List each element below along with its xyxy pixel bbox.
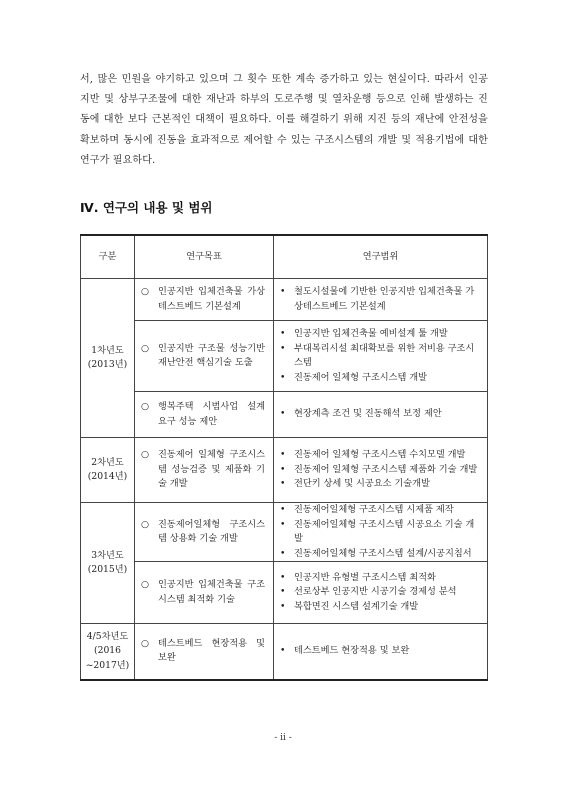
goal-cell: ○ 진동제어 일체형 구조시스 템 성능검증 및 제품화 기 술 개발 [135, 438, 274, 503]
goal-cell: ○ 테스트베드 현장적용 및 보완 [135, 624, 274, 680]
table-row [81, 321, 488, 392]
header-scope: 연구범위 [274, 235, 488, 279]
goal-cell: ○ 인공지반 구조물 성능기반 재난안전 핵심기술 도출 [135, 321, 274, 392]
table-row [81, 438, 488, 503]
goal-cell: ○ 행복주택 시범사업 설계 요구 성능 제안 [135, 392, 274, 438]
page-number: - ii - [274, 733, 292, 743]
intro-line: 동에 대한 보다 근본적인 대책이 필요하다. 이를 해결하기 위해 지진 등의 재난에 안전성을 [80, 114, 488, 126]
scope-cell: • 철도시설물에 기반한 인공지반 입체건축물 가 상테스트베드 기본설계 [274, 279, 488, 321]
intro-line: 연구가 필요하다. [80, 154, 156, 166]
scope-cell: • 진동제어일체형 구조시스템 시제품 제작 • 진동제어일체형 구조시스템 시공요소 기술 개발 • 진동제어일체형 구조시스템 설계/시공지침서 [274, 503, 488, 562]
table-header-row [81, 235, 488, 279]
intro-line: 확보하며 동시에 진동을 효과적으로 제어할 수 있는 구조시스템의 개발 및 적용기법에 대한 [80, 134, 488, 146]
year-cell: 4/5차년도 (2016 ~2017년) [81, 624, 135, 680]
year-cell: 2차년도 (2014년) [81, 438, 135, 503]
scope-cell: • 테스트베드 현장적용 및 보완 [274, 624, 488, 680]
intro-paragraph [80, 70, 488, 171]
scope-cell: • 인공지반 입체건축물 예비설계 툴 개발 • 부대복리시설 최대확보를 위한 저비용 구조시 스템 • 진동제어 일체형 구조시스템 개발 [274, 321, 488, 392]
table-row [81, 392, 488, 438]
table-row [81, 279, 488, 321]
year-cell: 3차년도 (2015년) [81, 503, 135, 624]
research-scope-table [80, 234, 488, 681]
section-heading: Ⅳ. 연구의 내용 및 범위 [80, 200, 213, 215]
scope-cell: • 현장계측 조건 및 진동해석 보정 제안 [274, 392, 488, 438]
year-cell: 1차년도 (2013년) [81, 279, 135, 438]
intro-line: 서, 많은 민원을 야기하고 있으며 그 횟수 또한 계속 증가하고 있는 현실이다. 따라서 인공 [80, 74, 488, 85]
table-row [81, 624, 488, 680]
goal-cell: ○ 인공지반 입체건축물 구조 시스템 최적화 기술 [135, 562, 274, 624]
header-category: 구분 [81, 235, 135, 279]
table-row [81, 562, 488, 624]
intro-line: 지반 및 상부구조물에 대한 재난과 하부의 도로주행 및 열차운행 등으로 인해 발생하는 진 [80, 94, 488, 106]
goal-cell: ○ 인공지반 입체건축물 가상 테스트베드 기본설계 [135, 279, 274, 321]
scope-cell: • 인공지반 유형별 구조시스템 최적화 • 선로상부 인공지반 시공기술 경제성 분석 • 복합면진 시스템 설계기술 개발 [274, 562, 488, 624]
scope-cell: • 진동제어 일체형 구조시스템 수치모델 개발 • 진동제어 일체형 구조시스템 제품화 기술 개발 • 전단키 상세 및 시공요소 기술개발 [274, 438, 488, 503]
goal-cell: ○ 진동제어일체형 구조시스 템 상용화 기술 개발 [135, 503, 274, 562]
table-row [81, 503, 488, 562]
header-goal: 연구목표 [135, 235, 274, 279]
